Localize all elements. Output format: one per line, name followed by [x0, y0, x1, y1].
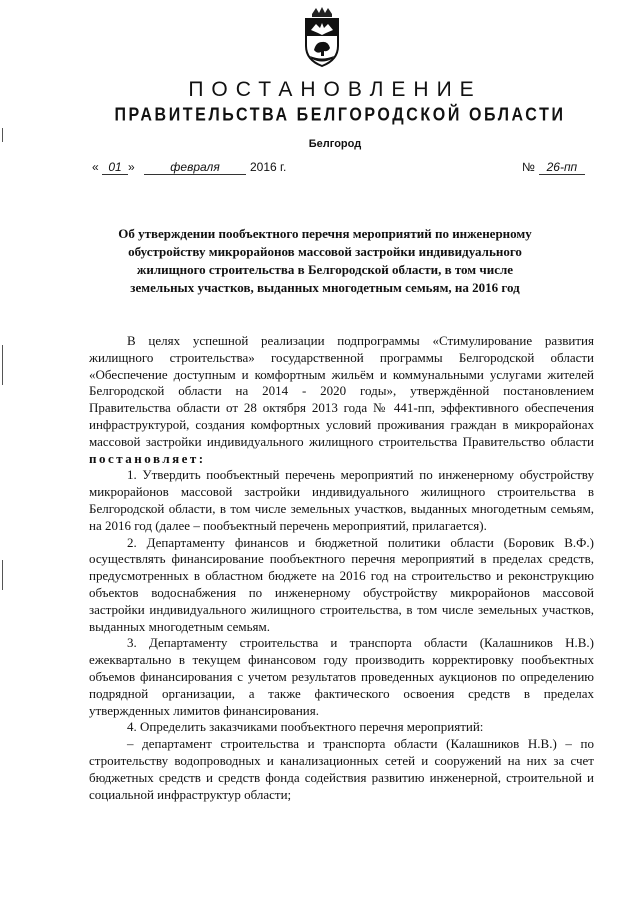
- issuer-heading: ПРАВИТЕЛЬСТВА БЕЛГОРОДСКОЙ ОБЛАСТИ: [114, 105, 566, 126]
- document-body: [89, 333, 594, 803]
- preamble-paragraph: [89, 333, 594, 467]
- item-1-paragraph: 1. Утвердить пообъектный перечень мероприятий по инженерному обустройству микрорайонов массовой застройки индивидуального жилищного строительства в Белгородской области, в том числе земельных участков, выданных многодетным семьям, на 2016 год (далее – пообъектный перечень мероприятий, прилагается).: [89, 467, 594, 533]
- city-label: Белгород: [308, 138, 362, 150]
- preamble-text: В целях успешной реализации подпрограммы «Стимулирование развития жилищного строительства» государственной программы Белгородской области «Обеспечение доступным и комфортным жильём и коммунальными услугами жителей Белгородской области на 2014 - 2020 годы», утверждённой постановлением Правительства области от 28 октября 2013 года № 441-пп, эффективного обеспечения инфраструктурой, создания комфортных условий проживания граждан в микрорайонах массовой застройки индивидуального жилищного строительства Правительство области: [89, 333, 594, 449]
- date-open-quote: «: [92, 160, 99, 174]
- date-month: февраля: [144, 160, 246, 175]
- date-year: 2016 г.: [250, 160, 287, 174]
- scan-margin-mark: [2, 345, 3, 385]
- document-type-heading: ПОСТАНОВЛЕНИЕ: [188, 78, 482, 101]
- decree-word: постановляет:: [89, 450, 206, 466]
- item-2-paragraph: 2. Департаменту финансов и бюджетной политики области (Боровик В.Ф.) осуществлять финансирование пообъектного перечня мероприятий в пределах средств, предусмотренных в областном бюджете на 2016 год на строительство и реконструкцию объектов водоснабжения по инженерному обустройству микрорайонов массовой застройки индивидуального жилищного строительства, в том числе земельных участков, выданных многодетным семьям.: [89, 534, 594, 634]
- coat-of-arms-icon: [302, 6, 342, 68]
- date-day: 01: [102, 160, 128, 175]
- date-close-quote: »: [128, 160, 135, 174]
- document-number: [522, 160, 585, 175]
- number-label: №: [522, 160, 535, 174]
- item-4-sub-1-paragraph: – департамент строительства и транспорта области (Калашников Н.В.) – по строительству водопроводных и канализационных сетей и сооружений на них за счет бюджетных средств и средств фонда содействия развитию инженерной, строительной и социальной инфраструктур области;: [89, 736, 594, 802]
- item-3-paragraph: 3. Департаменту строительства и транспорта области (Калашников Н.В.) ежеквартально в текущем финансовом году производить корректировку пообъектных объемов финансирования с учетом результатов проведенных аукционов по определению подрядной организации, а также фактического освоения средств в пределах утвержденных лимитов финансирования.: [89, 635, 594, 718]
- document-date: [92, 160, 286, 175]
- number-value: 26-пп: [539, 160, 585, 175]
- item-4-paragraph: 4. Определить заказчиками пообъектного перечня мероприятий:: [127, 719, 484, 735]
- scan-margin-mark: [2, 560, 3, 590]
- scan-margin-mark: [2, 128, 3, 142]
- document-title: Об утверждении пообъектного перечня мероприятий по инженерному обустройству микрорайонов массовой застройки индивидуального жилищного строительства в Белгородской области, в том числе земельных участков, выданных многодетным семьям, на 2016 год: [118, 226, 532, 295]
